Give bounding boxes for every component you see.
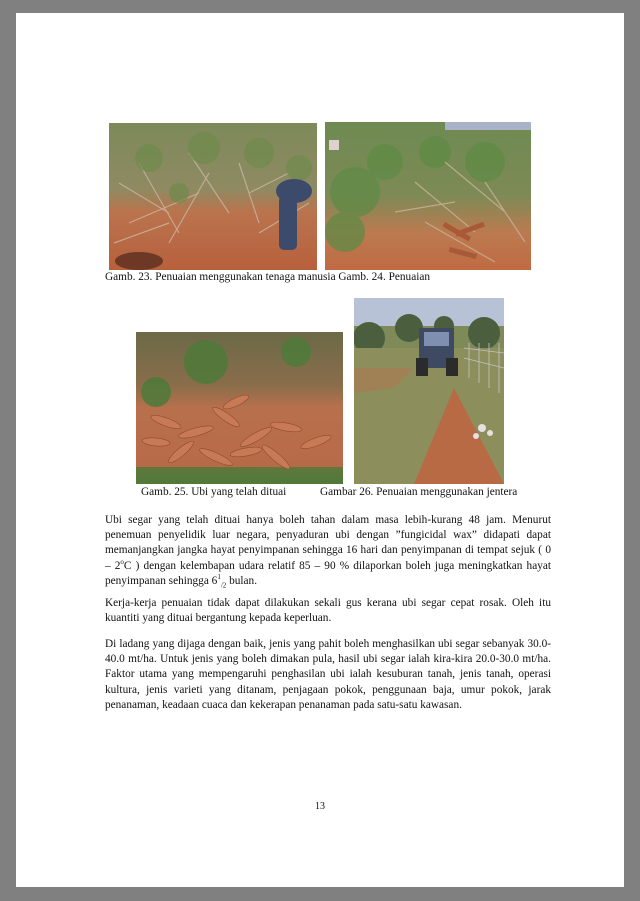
fraction-numerator: 1 — [217, 573, 221, 582]
paragraph-storage-text-1: Ubi segar yang telah dituai hanya boleh tahan dalam masa lebih-kurang 48 jam. Menurut penemuan penyelidik luar negara, penyaduran ubi dengan ”fungicidal wax” didapati dapat memanjangkan jangka hayat penyimpanan sehingga 16 hari dan penyimpanan di tempat sejuk ( 0 – 2 — [105, 514, 551, 572]
paragraph-storage — [105, 513, 551, 589]
fraction-denominator: /2 — [220, 581, 227, 590]
figure-25-photo — [136, 332, 343, 484]
paragraph-storage-text-2: C ) dengan kelembapan udara relatif 85 – 90 % dilaporkan boleh juga meningkatkan hayat penyimpanan sehingga 6 — [105, 559, 552, 587]
caption-figure-25: Gamb. 25. Ubi yang telah dituai — [141, 486, 287, 498]
figure-26-photo — [354, 298, 504, 484]
caption-figure-26: Gambar 26. Penuaian menggunakan jentera — [320, 486, 518, 498]
figure-26-image — [354, 298, 504, 484]
degree-superscript: o — [120, 557, 124, 566]
paragraph-yield: Di ladang yang dijaga dengan baik, jenis yang pahit boleh menghasilkan ubi segar sebanyak 30.0-40.0 mt/ha. Untuk jenis yang boleh dimakan pula, hasil ubi segar ialah kira-kira 20.0-30.0 mt/ha. Faktor utama yang mempengaruhi penghasilan ubi ialah kesuburan tanah, jenis tanah, operasi kultura, jenis varieti yang ditanam, penjagaan pokok, penggunaan baja, umur pokok, jarak penanaman, keadaan cuaca dan kekerapan penanaman pada satu-satu kawasan. — [105, 638, 551, 711]
document-page — [16, 13, 624, 887]
page-number: 13 — [315, 801, 325, 812]
figure-25-image — [136, 332, 343, 484]
paragraph-harvest-work: Kerja-kerja penuaian tidak dapat dilakukan sekali gus kerana ubi segar cepat rosak. Oleh itu kuantiti yang dituai bergantung kepada keperluan. — [105, 597, 551, 625]
figure-24-image — [325, 122, 531, 270]
figure-24-photo — [325, 122, 531, 270]
caption-figures-23-24: Gamb. 23. Penuaian menggunakan tenaga manusia Gamb. 24. Penuaian — [105, 271, 431, 283]
figure-23-image — [109, 123, 317, 270]
paragraph-storage-text-3: bulan. — [226, 574, 258, 587]
figure-23-photo — [109, 123, 317, 270]
